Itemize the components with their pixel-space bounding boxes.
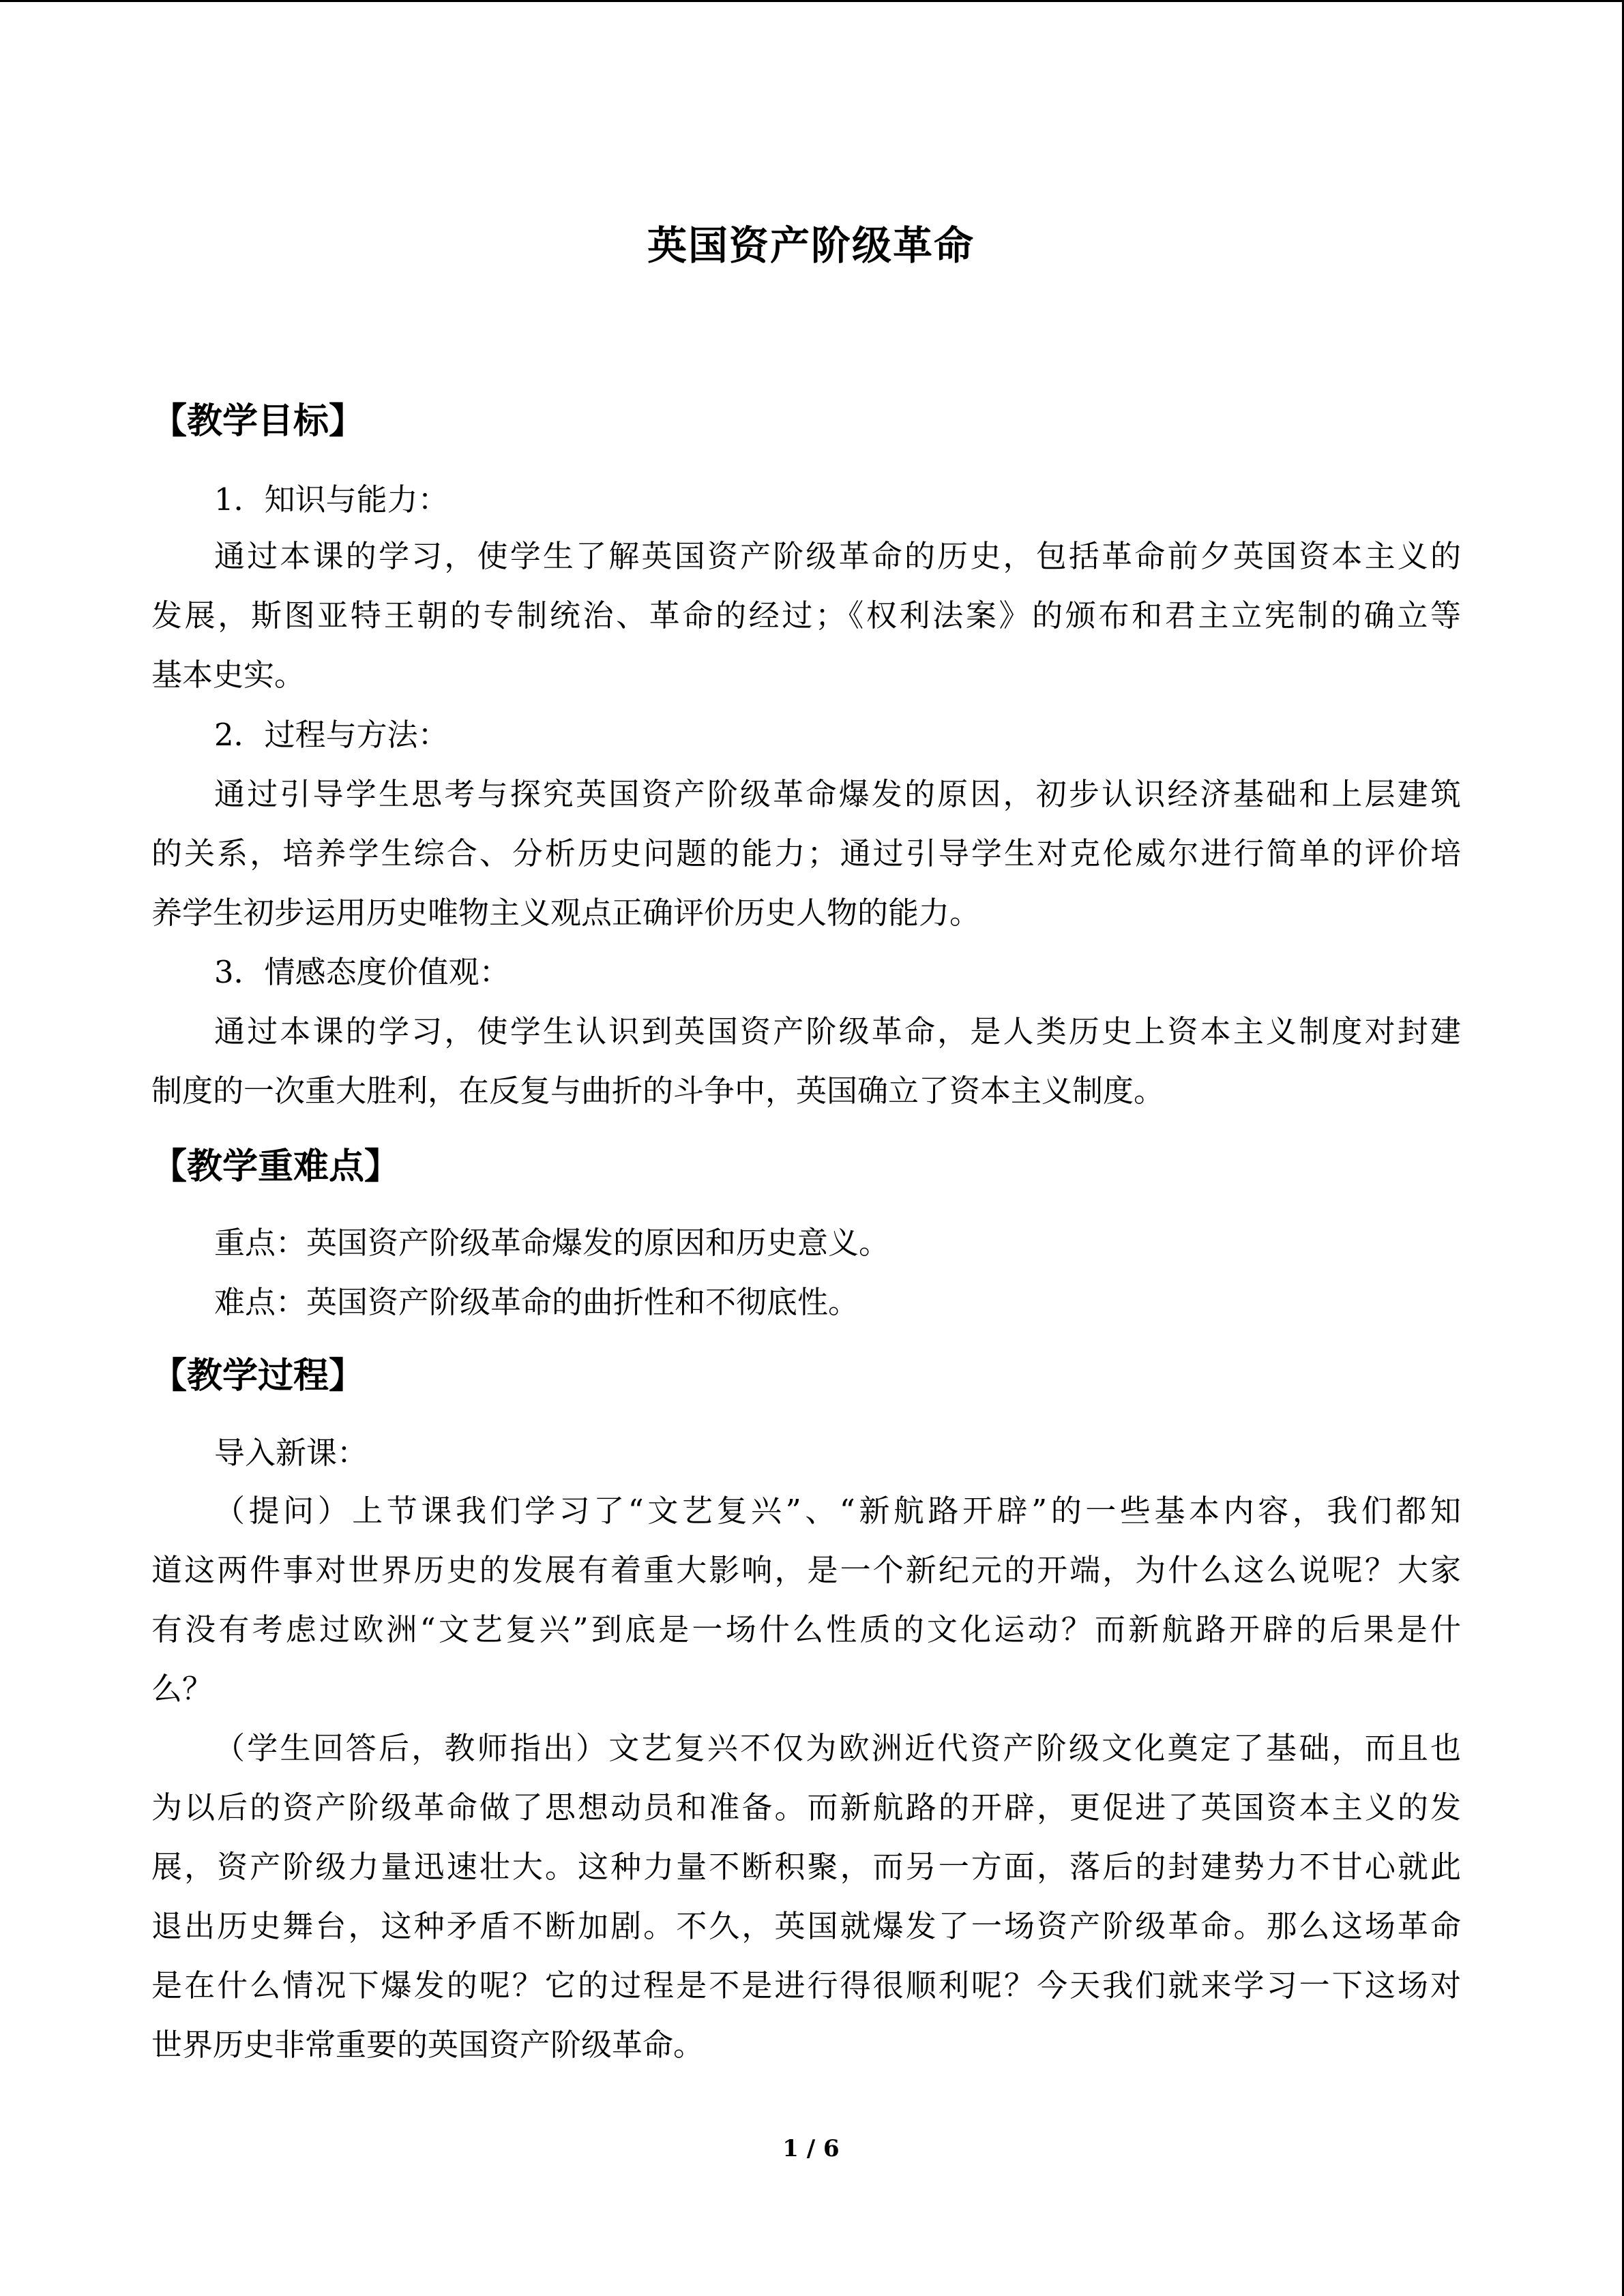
answer-paragraph-line: 展，资产阶级力量迅速壮大。这种力量不断积聚，而另一方面，落后的封建势力不甘心就此 xyxy=(151,1849,1461,1885)
key-point: 重点：英国资产阶级革命爆发的原因和历史意义。 xyxy=(214,1225,890,1261)
intro-paragraph-line: 么？ xyxy=(151,1671,213,1707)
answer-paragraph-line: 是在什么情况下爆发的呢？它的过程是不是进行得很顺利呢？今天我们就来学习一下这场对 xyxy=(151,1967,1461,2003)
goal-item-1-line: 基本史实。 xyxy=(151,657,306,693)
document-title: 英国资产阶级革命 xyxy=(647,222,975,269)
goal-item-1-line: 发展，斯图亚特王朝的专制统治、革命的经过；《权利法案》的颁布和君主立宪制的确立等 xyxy=(151,597,1461,633)
goal-item-1-label: 1．知识与能力： xyxy=(214,481,449,518)
intro-paragraph-line: （提问）上节课我们学习了“文艺复兴”、“新航路开辟”的一些基本内容，我们都知 xyxy=(214,1493,1461,1529)
goal-item-3-line: 通过本课的学习，使学生认识到英国资产阶级革命，是人类历史上资本主义制度对封建 xyxy=(214,1013,1461,1049)
goal-item-2-line: 的关系，培养学生综合、分析历史问题的能力；通过引导学生对克伦威尔进行简单的评价培 xyxy=(151,835,1461,871)
goal-item-2-label: 2．过程与方法： xyxy=(214,717,449,753)
goal-item-2-line: 通过引导学生思考与探究英国资产阶级革命爆发的原因，初步认识经济基础和上层建筑 xyxy=(214,776,1461,812)
section-heading-process: 【教学过程】 xyxy=(151,1355,365,1397)
answer-paragraph-line: 为以后的资产阶级革命做了思想动员和准备。而新航路的开辟，更促进了英国资本主义的发 xyxy=(151,1789,1461,1825)
goal-item-3-line: 制度的一次重大胜利，在反复与曲折的斗争中，英国确立了资本主义制度。 xyxy=(151,1073,1165,1109)
intro-label: 导入新课： xyxy=(214,1435,368,1471)
section-heading-keypoints: 【教学重难点】 xyxy=(151,1146,400,1187)
goal-item-2-line: 养学生初步运用历史唯物主义观点正确评价历史人物的能力。 xyxy=(151,895,981,931)
goal-item-1-line: 通过本课的学习，使学生了解英国资产阶级革命的历史，包括革命前夕英国资本主义的 xyxy=(214,538,1461,574)
intro-paragraph-line: 有没有考虑过欧洲“文艺复兴”到底是一场什么性质的文化运动？而新航路开辟的后果是什 xyxy=(151,1611,1461,1648)
answer-paragraph-line: 退出历史舞台，这种矛盾不断加剧。不久，英国就爆发了一场资产阶级革命。那么这场革命 xyxy=(151,1908,1461,1944)
difficult-point: 难点：英国资产阶级革命的曲折性和不彻底性。 xyxy=(214,1284,859,1320)
answer-paragraph-line: （学生回答后，教师指出）文艺复兴不仅为欧洲近代资产阶级文化奠定了基础，而且也 xyxy=(214,1730,1461,1766)
section-heading-goals: 【教学目标】 xyxy=(151,400,365,442)
answer-paragraph-line: 世界历史非常重要的英国资产阶级革命。 xyxy=(151,2027,705,2063)
intro-paragraph-line: 道这两件事对世界历史的发展有着重大影响，是一个新纪元的开端，为什么这么说呢？大家 xyxy=(151,1552,1461,1588)
goal-item-3-label: 3．情感态度价值观： xyxy=(214,954,510,990)
page-number: 1 / 6 xyxy=(782,2135,840,2162)
